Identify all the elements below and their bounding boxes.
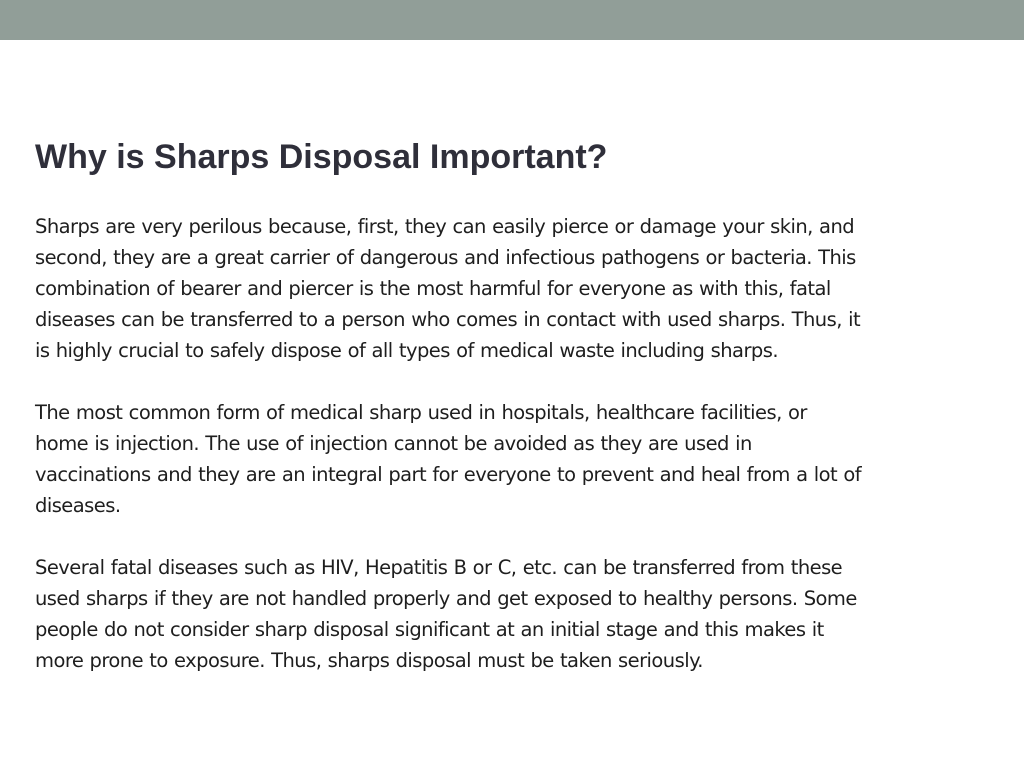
paragraph-2 bbox=[35, 397, 960, 521]
text-line: combination of bearer and piercer is the most harmful for everyone as with this, fatal bbox=[35, 277, 831, 300]
text-line: The most common form of medical sharp used in hospitals, healthcare facilities, or bbox=[35, 401, 807, 424]
text-line: is highly crucial to safely dispose of all types of medical waste including sharps. bbox=[35, 339, 779, 362]
paragraph-3 bbox=[35, 552, 960, 676]
paragraph-1 bbox=[35, 211, 960, 366]
header-band bbox=[0, 0, 1024, 40]
text-line: vaccinations and they are an integral part for everyone to prevent and heal from a lot of bbox=[35, 463, 862, 486]
slide-title: Why is Sharps Disposal Important? bbox=[35, 138, 608, 176]
slide-body bbox=[35, 211, 960, 676]
text-line: used sharps if they are not handled properly and get exposed to healthy persons. Some bbox=[35, 587, 857, 610]
text-line: more prone to exposure. Thus, sharps disposal must be taken seriously. bbox=[35, 649, 703, 672]
text-line: diseases can be transferred to a person who comes in contact with used sharps. Thus, it bbox=[35, 308, 861, 331]
text-line: home is injection. The use of injection cannot be avoided as they are used in bbox=[35, 432, 752, 455]
text-line: second, they are a great carrier of dangerous and infectious pathogens or bacteria. This bbox=[35, 246, 856, 269]
text-line: people do not consider sharp disposal significant at an initial stage and this makes it bbox=[35, 618, 824, 641]
text-line: Sharps are very perilous because, first, they can easily pierce or damage your skin, and bbox=[35, 215, 855, 238]
text-line: Several fatal diseases such as HIV, Hepatitis B or C, etc. can be transferred from these bbox=[35, 556, 843, 579]
text-line: diseases. bbox=[35, 494, 121, 517]
